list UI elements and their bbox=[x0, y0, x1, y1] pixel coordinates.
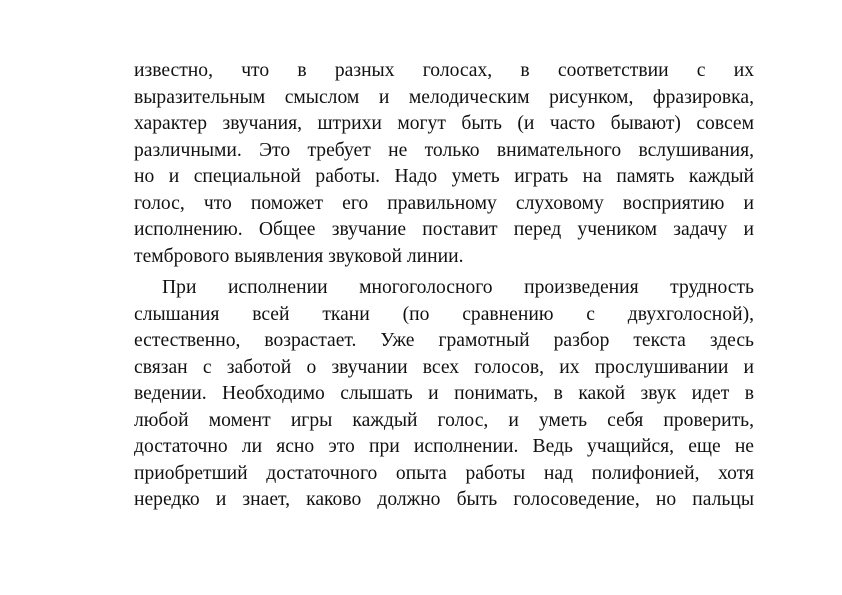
text-line: естественно, возрастает. Уже грамотный разбор текста здесь bbox=[134, 330, 754, 351]
text-line: голос, что поможет его правильному слуховому восприятию и bbox=[134, 192, 754, 214]
text-line: тембрового выявления звуковой линии. bbox=[134, 245, 464, 267]
text-line: известно, что в разных голосах, в соответствии с их bbox=[134, 60, 754, 81]
text-line: приобретший достаточного опыта работы над полифонией, хотя bbox=[134, 462, 754, 484]
text-line: нередко и знает, каково должно быть голосоведение, но пальцы bbox=[134, 489, 754, 510]
text-line: различными. Это требует не только внимательного вслушивания, bbox=[134, 139, 754, 161]
paragraph-1 bbox=[134, 58, 754, 270]
text-line: При исполнении многоголосного произведения трудность bbox=[162, 277, 754, 298]
text-line: слышания всей ткани (по сравнению с двухголосной), bbox=[134, 303, 754, 325]
paragraph-2 bbox=[134, 275, 754, 514]
text-line: характер звучания, штрихи могут быть (и часто бывают) совсем bbox=[134, 113, 754, 134]
text-line: но и специальной работы. Надо уметь играть на память каждый bbox=[134, 166, 754, 187]
text-line: выразительным смыслом и мелодическим рисунком, фразировка, bbox=[134, 86, 754, 108]
text-line: исполнению. Общее звучание поставит перед учеником задачу и bbox=[134, 219, 754, 240]
text-line: связан с заботой о звучании всех голосов, их прослушивании и bbox=[134, 356, 754, 378]
text-line: достаточно ли ясно это при исполнении. Ведь учащийся, еще не bbox=[134, 436, 754, 457]
body-text bbox=[134, 58, 754, 514]
text-line: любой момент игры каждый голос, и уметь себя проверить, bbox=[134, 409, 754, 431]
text-line: ведении. Необходимо слышать и понимать, в какой звук идет в bbox=[134, 383, 754, 404]
